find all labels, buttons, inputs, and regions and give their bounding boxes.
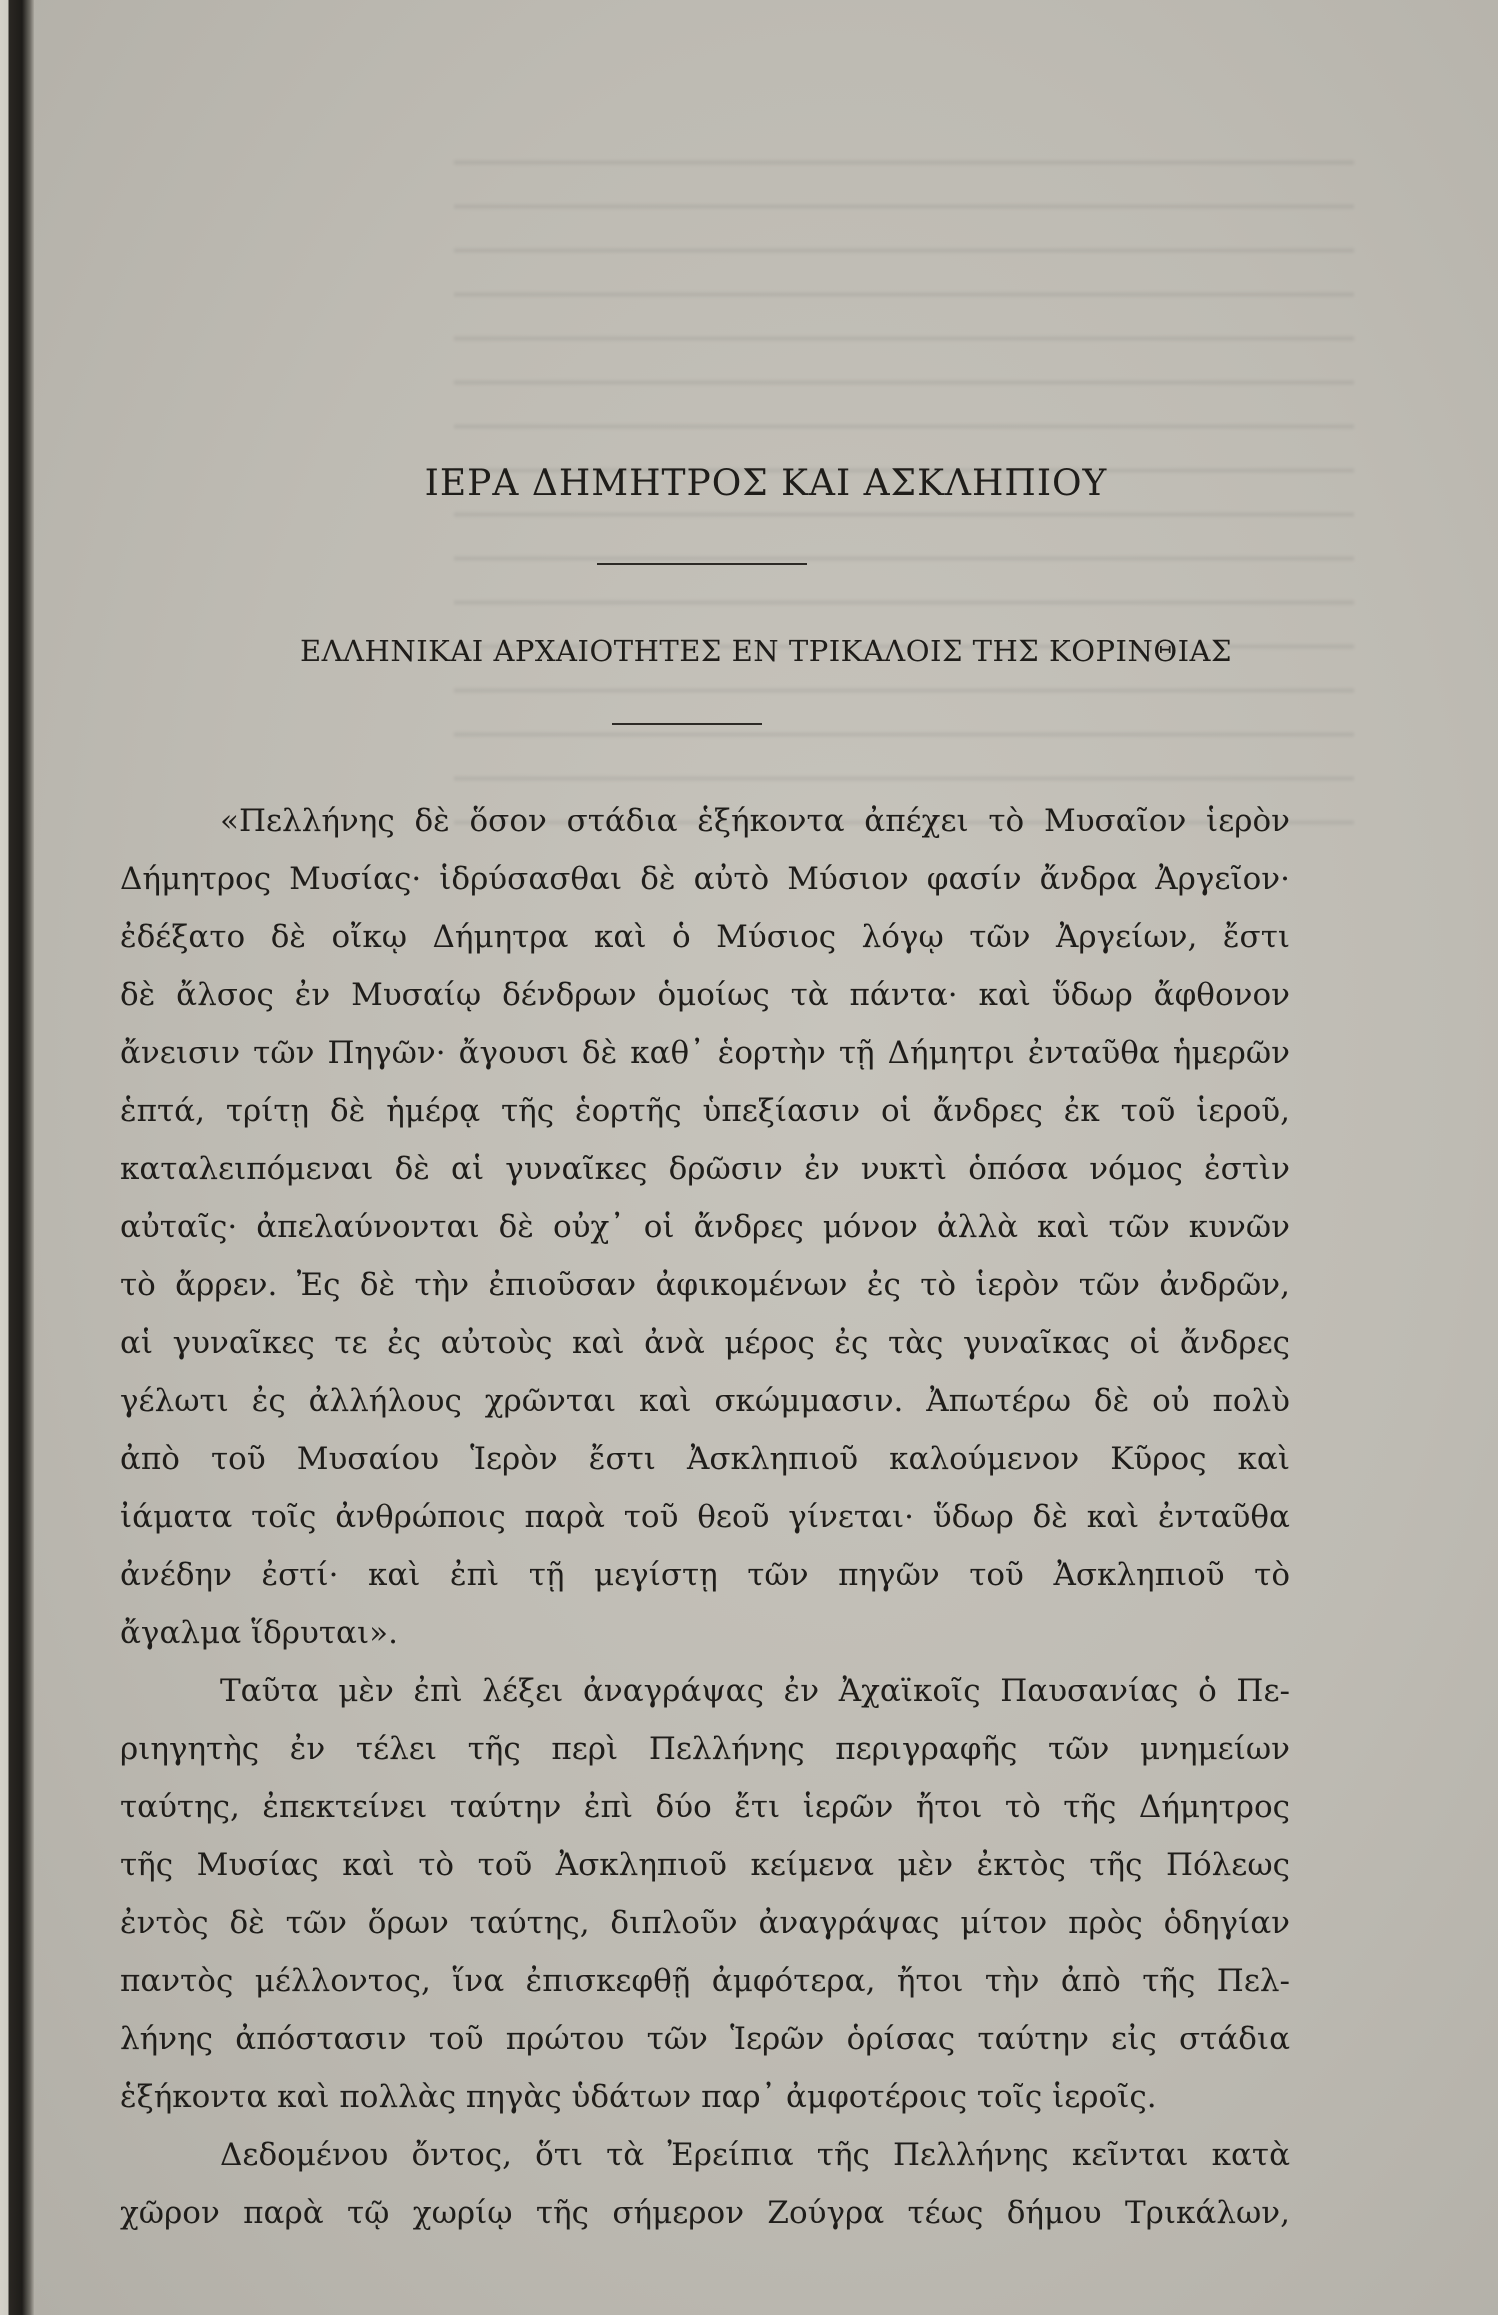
text-line: ταύτης, ἐπεκτείνει ταύτην ἐπὶ δύο ἔτι ἱερῶν ἤτοι τὸ τῆς Δήμητρος [120,1789,1290,1825]
subtitle-divider [612,723,762,725]
text-line: λήνης ἀπόστασιν τοῦ πρώτου τῶν Ἱερῶν ὁρίσας ταύτην εἰς στάδια [120,2021,1290,2057]
text-line: ἄνεισιν τῶν Πηγῶν· ἄγουσι δὲ καθ᾽ ἑορτὴν τῇ Δήμητρι ἐνταῦθα ἡμερῶν [120,1035,1290,1071]
body-text [120,792,1290,2242]
text-line: ἐντὸς δὲ τῶν ὅρων ταύτης, διπλοῦν ἀναγράψας μίτον πρὸς ὁδηγίαν [120,1905,1290,1941]
text-line: ἀνέδην ἐστί· καὶ ἐπὶ τῇ μεγίστῃ τῶν πηγῶν τοῦ Ἀσκληπιοῦ τὸ [120,1557,1290,1593]
text-line: καταλειπόμεναι δὲ αἱ γυναῖκες δρῶσιν ἐν νυκτὶ ὁπόσα νόμος ἐστὶν [120,1151,1290,1187]
text-line: ἑξήκοντα καὶ πολλὰς πηγὰς ὑδάτων παρ᾽ ἀμφοτέροις τοῖς ἱεροῖς. [120,2079,1157,2115]
text-line: αὐταῖς· ἀπελαύνονται δὲ οὐχ᾽ οἱ ἄνδρες μόνον ἀλλὰ καὶ τῶν κυνῶν [120,1209,1290,1245]
title-divider [597,563,807,565]
text-line: Δεδομένου ὄντος, ὅτι τὰ Ἐρείπια τῆς Πελλήνης κεῖνται κατὰ [220,2137,1290,2173]
text-line: ἀπὸ τοῦ Μυσαίου Ἱερὸν ἔστι Ἀσκληπιοῦ καλούμενον Κῦρος καὶ [120,1441,1290,1477]
text-line: τὸ ἄρρεν. Ἐς δὲ τὴν ἐπιοῦσαν ἀφικομένων ἐς τὸ ἱερὸν τῶν ἀνδρῶν, [120,1267,1290,1303]
text-line: «Πελλήνης δὲ ὅσον στάδια ἑξήκοντα ἀπέχει τὸ Μυσαῖον ἱερὸν [220,803,1290,839]
text-line: τῆς Μυσίας καὶ τὸ τοῦ Ἀσκληπιοῦ κείμενα μὲν ἐκτὸς τῆς Πόλεως [120,1847,1290,1883]
page-title: ΙΕΡΑ ΔΗΜΗΤΡΟΣ ΚΑΙ ΑΣΚΛΗΠΙΟΥ [424,463,1108,504]
text-line: ἐδέξατο δὲ οἴκῳ Δήμητρα καὶ ὁ Μύσιος λόγῳ τῶν Ἀργείων, ἔστι [120,919,1290,955]
text-line: παντὸς μέλλοντος, ἵνα ἐπισκεφθῇ ἀμφότερα, ἤτοι τὴν ἀπὸ τῆς Πελ- [120,1963,1290,1999]
text-line: γέλωτι ἐς ἀλλήλους χρῶνται καὶ σκώμμασιν. Ἀπωτέρω δὲ οὐ πολὺ [120,1383,1290,1419]
text-line: ἄγαλμα ἵδρυται». [120,1615,398,1651]
text-line: ἰάματα τοῖς ἀνθρώποις παρὰ τοῦ θεοῦ γίνεται· ὕδωρ δὲ καὶ ἐνταῦθα [120,1499,1290,1535]
text-line: αἱ γυναῖκες τε ἐς αὐτοὺς καὶ ἀνὰ μέρος ἐς τὰς γυναῖκας οἱ ἄνδρες [120,1325,1290,1361]
text-line: δὲ ἄλσος ἐν Μυσαίῳ δένδρων ὁμοίως τὰ πάντα· καὶ ὕδωρ ἄφθονον [120,977,1290,1013]
text-line: ριηγητὴς ἐν τέλει τῆς περὶ Πελλήνης περιγραφῆς τῶν μνημείων [120,1731,1290,1767]
page-subtitle: ΕΛΛΗΝΙΚΑΙ ΑΡΧΑΙΟΤΗΤΕΣ ΕΝ ΤΡΙΚΑΛΟΙΣ ΤΗΣ ΚΟΡΙΝΘΙΑΣ [300,634,1232,668]
text-line: Ταῦτα μὲν ἐπὶ λέξει ἀναγράψας ἐν Ἀχαϊκοῖς Παυσανίας ὁ Πε- [220,1673,1290,1709]
text-line: Δήμητρος Μυσίας· ἱδρύσασθαι δὲ αὐτὸ Μύσιον φασίν ἄνδρα Ἀργεῖον· [120,861,1290,897]
book-spine [0,0,34,2315]
text-line: ἑπτά, τρίτῃ δὲ ἡμέρᾳ τῆς ἑορτῆς ὑπεξίασιν οἱ ἄνδρες ἐκ τοῦ ἱεροῦ, [120,1093,1290,1129]
text-line: χῶρον παρὰ τῷ χωρίῳ τῆς σήμερον Ζούγρα τέως δήμου Τρικάλων, [120,2195,1290,2231]
